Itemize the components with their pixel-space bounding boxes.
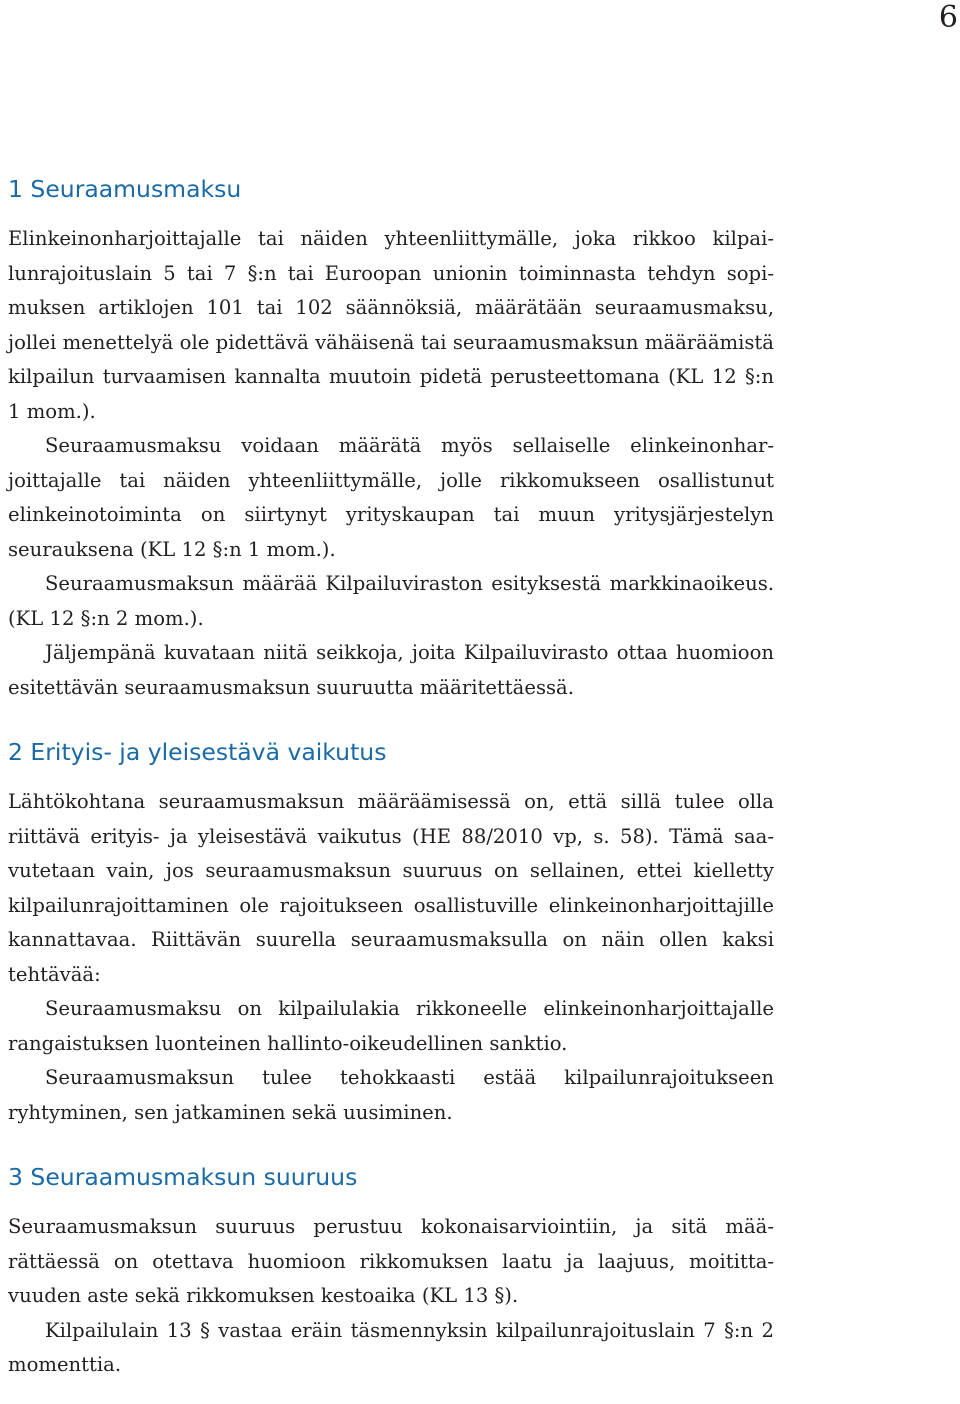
section-heading: 3 Seuraamusmaksun suuruus [8, 1163, 358, 1191]
paragraph: Seuraamusmaksu voidaan määrätä myös sellaiselle elinkeinonharjoittajalle tai näiden yhteenliittymälle, jolle rikkomukseen osallistunut elinkeinotoiminta on siirtynyt yrityskaupan tai muun yritysjärjestelyn seurauksena (KL 12 §:n 1 mom.). [8, 434, 774, 561]
page-number: 6 [938, 0, 958, 35]
paragraph: Jäljempänä kuvataan niitä seikkoja, joita Kilpailuvirasto ottaa huomioon esitettävän seuraamusmaksun suuruutta määritettäessä. [8, 641, 774, 699]
paragraph: Lähtökohtana seuraamusmaksun määräämisessä on, että sillä tulee olla riittävä erityis- ja yleisestävä vaikutus (HE 88/2010 vp, s. 58). Tämä saavutetaan vain, jos seuraamusmaksun suuruus on sellainen, ettei kielletty kilpailunrajoittaminen ole rajoitukseen osallistuville elinkeinonharjoittajille kannattavaa. Riittävän suurella seuraamusmaksulla on näin ollen kaksi tehtävää: [8, 790, 774, 986]
section-heading: 1 Seuraamusmaksu [8, 175, 242, 203]
section-seuraamusmaksun-suuruus [8, 1160, 774, 1383]
paragraph: Kilpailulain 13 § vastaa eräin täsmennyksin kilpailunrajoituslain 7 §:n 2 momenttia. [8, 1318, 774, 1376]
section-seuraamusmaksu [8, 172, 774, 705]
document-body [8, 172, 774, 1383]
paragraph: Elinkeinonharjoittajalle tai näiden yhteenliittymälle, joka rikkoo kilpailunrajoituslain 5 tai 7 §:n tai Euroopan unionin toiminnasta tehdyn sopimuksen artiklojen 101 tai 102 säännöksiä, määrätään seuraamusmaksu, jollei menettelyä ole pidettävä vähäisenä tai seuraamusmaksun määräämistä kilpailun turvaamisen kannalta muutoin pidetä perusteettomana (KL 12 §:n 1 mom.). [8, 227, 774, 423]
paragraph: Seuraamusmaksu on kilpailulakia rikkoneelle elinkeinonharjoittajalle rangaistuksen luonteinen hallinto-oikeudellinen sanktio. [8, 997, 774, 1055]
paragraph: Seuraamusmaksun määrää Kilpailuviraston esityksestä markkinaoikeus. (KL 12 §:n 2 mom.). [8, 572, 774, 630]
paragraph: Seuraamusmaksun tulee tehokkaasti estää kilpailunrajoitukseen ryhtyminen, sen jatkaminen sekä uusiminen. [8, 1066, 774, 1124]
section-heading: 2 Erityis- ja yleisestävä vaikutus [8, 738, 387, 766]
paragraph: Seuraamusmaksun suuruus perustuu kokonaisarviointiin, ja sitä määrättäessä on otettava huomioon rikkomuksen laatu ja laajuus, moitittavuuden aste sekä rikkomuksen kestoaika (KL 13 §). [8, 1215, 774, 1307]
section-erityis-ja-yleisestava-vaikutus [8, 735, 774, 1130]
